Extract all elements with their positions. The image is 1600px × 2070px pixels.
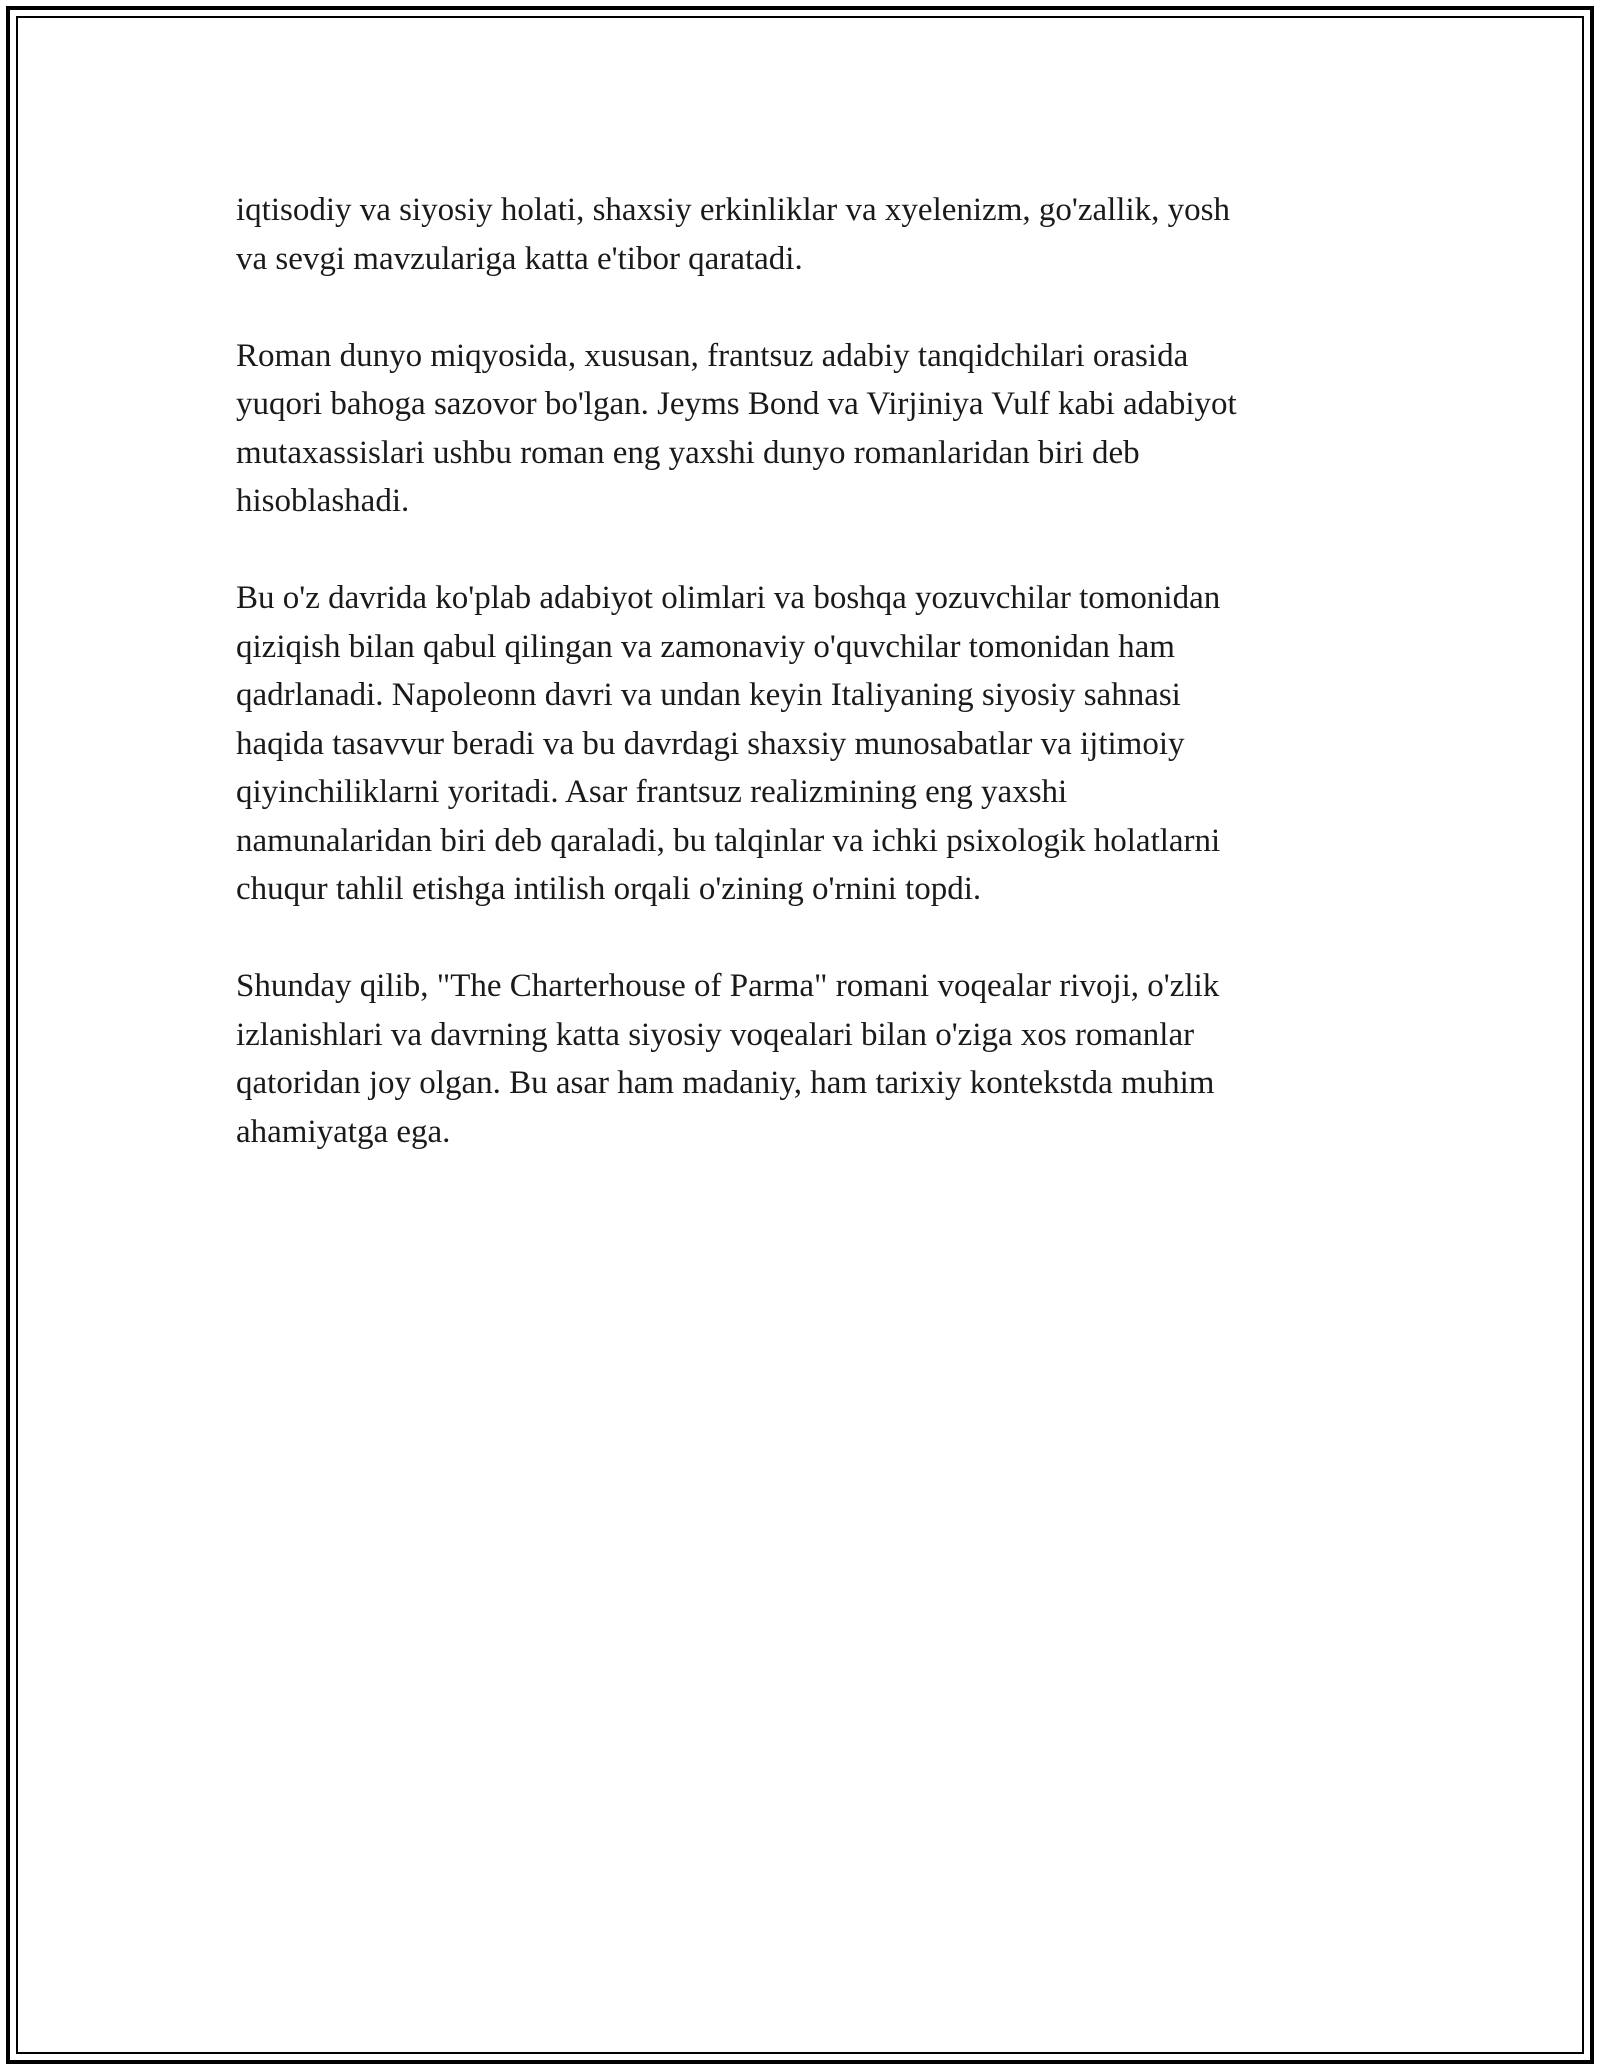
paragraph-1: iqtisodiy va siyosiy holati, shaxsiy erkinliklar va xyelenizm, go'zallik, yosh va sevgi mavzulariga katta e'tibor qaratadi. xyxy=(236,192,1230,277)
paragraph-2: Roman dunyo miqyosida, xususan, frantsuz adabiy tanqidchilari orasida yuqori bahoga sazovor bo'lgan. Jeyms Bond va Virjiniya Vulf kabi adabiyot mutaxassislari ushbu roman eng yaxshi dunyo romanlaridan biri deb hisoblashadi. xyxy=(236,337,1237,519)
paragraph-3: Bu o'z davrida ko'plab adabiyot olimlari va boshqa yozuvchilar tomonidan qiziqish bilan qabul qilingan va zamonaviy o'quvchilar tomonidan ham qadrlanadi. Napoleonn davri va undan keyin Italiyaning siyosiy sahnasi haqida tasavvur beradi va bu davrdagi shaxsiy munosabatlar va ijtimoiy qiyinchiliklarni yoritadi. Asar frantsuz realizmining eng yaxshi namunalaridan biri deb qaraladi, bu talqinlar va ichki psixologik holatlarni chuqur tahlil etishga intilish orqali o'zining o'rnini topdi. xyxy=(236,580,1221,907)
document-body xyxy=(236,186,1366,1205)
paragraph-4: Shunday qilib, "The Charterhouse of Parma" romani voqealar rivoji, o'zlik izlanishlari va davrning katta siyosiy voqealari bilan o'ziga xos romanlar qatoridan joy olgan. Bu asar ham madaniy, ham tarixiy kontekstda muhim ahamiyatga ega. xyxy=(236,968,1220,1150)
